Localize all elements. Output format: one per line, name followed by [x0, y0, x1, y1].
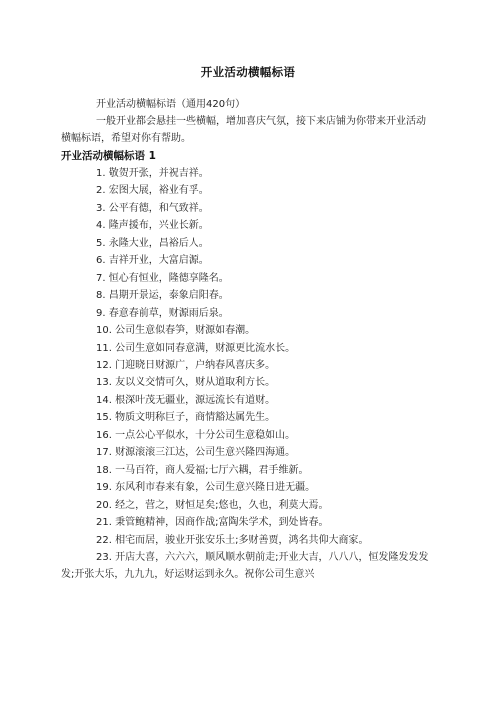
- list-item: 14. 根深叶茂无疆业，源远流长有道财。: [96, 394, 276, 406]
- list-item: 6. 吉祥开业，大富启源。: [96, 255, 209, 267]
- list-item: 16. 一点公心平似水，十分公司生意稳如山。: [96, 429, 296, 441]
- list-item: 3. 公平有德，和气致祥。: [96, 202, 209, 214]
- list-item: 1. 敬贺开张，并祝吉祥。: [96, 168, 209, 180]
- list-item: 22. 相宅而居，骏业开张安乐土;多财善贾，鸿名共仰大商家。: [96, 534, 369, 546]
- list-item: 5. 永隆大业，昌裕后人。: [96, 237, 209, 249]
- intro-paragraph: 一般开业都会悬挂一些横幅，增加喜庆气氛，接下来店铺为你带来开业活动横幅标语，希望对你有帮助。: [61, 116, 426, 145]
- section-heading: 开业活动横幅标语 1: [61, 149, 156, 162]
- list-item: 15. 物质文明称巨子，商情豁达属先生。: [96, 412, 276, 424]
- list-item: 17. 财源滚滚三江达，公司生意兴隆四海通。: [96, 447, 296, 459]
- list-item: 11. 公司生意如同春意满，财源更比流水长。: [96, 342, 296, 354]
- list-item: 10. 公司生意似春笋，财源如春潮。: [96, 325, 256, 337]
- list-item: 8. 昌期开景运，泰象启阳春。: [96, 290, 229, 302]
- document-title: 开业活动横幅标语: [200, 65, 296, 79]
- list-item: 20. 经之，营之，财恒足矣;悠也，久也，利莫大焉。: [96, 499, 329, 511]
- list-item: 4. 隆声援布，兴业长新。: [96, 220, 209, 232]
- list-item: 21. 秉管鲍精神，因商作战;富陶朱学术，到处皆春。: [96, 517, 329, 529]
- list-item: 13. 友以义交情可久，财从道取利方长。: [96, 377, 276, 389]
- list-item: 19. 东风利市春来有象，公司生意兴隆日进无疆。: [96, 482, 316, 494]
- list-item: 18. 一马百符，商人爱福;七厅六耦，君手维新。: [96, 464, 309, 476]
- list-item: 9. 春意春前草，财源雨后泉。: [96, 307, 229, 319]
- slogan-list: [61, 165, 435, 584]
- list-item: 7. 恒心有恒业，隆德享隆名。: [96, 272, 229, 284]
- list-item: 12. 门迎晓日财源广，户纳春风喜庆多。: [96, 360, 276, 371]
- list-item: 23. 开店大喜，六六六，顺风顺水朝前走;开业大吉，八八八，恒发隆发发发发;开张大乐，九九九，好运财运到永久。祝你公司生意兴: [61, 551, 429, 581]
- document-subtitle: 开业活动横幅标语（通用420句）: [96, 99, 246, 110]
- list-item: 2. 宏图大展，裕业有孚。: [96, 185, 209, 197]
